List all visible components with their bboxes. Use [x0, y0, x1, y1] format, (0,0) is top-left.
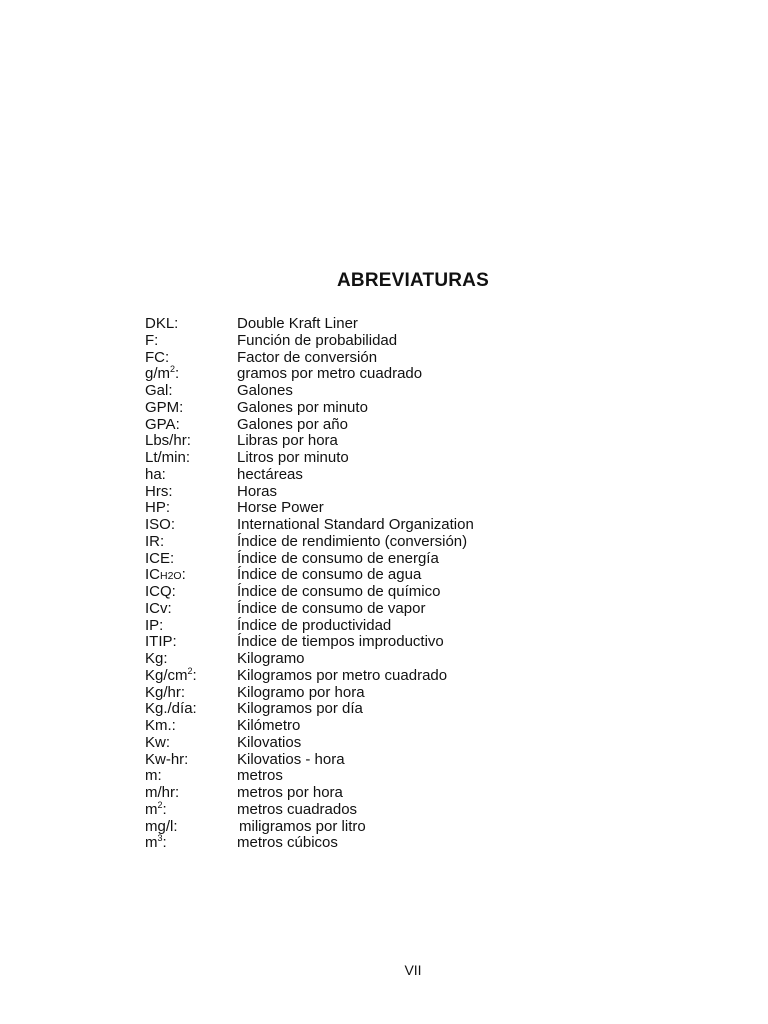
abbreviation-term: ICv: — [145, 599, 172, 617]
abbreviation-term: ITIP: — [145, 633, 177, 651]
abbreviation-row — [145, 383, 565, 400]
abbreviation-definition: Índice de consumo de agua — [237, 566, 422, 584]
abbreviation-definition: Kilogramos por metro cuadrado — [237, 666, 448, 684]
abbreviation-row — [145, 634, 565, 651]
abbreviation-term: GPA: — [145, 415, 180, 433]
abbreviation-definition: International Standard Organization — [237, 516, 474, 533]
abbreviation-term: Kw: — [145, 733, 171, 751]
abbreviation-row — [145, 601, 565, 618]
abbreviation-term-colon: : — [162, 834, 167, 852]
abbreviation-row — [145, 484, 565, 501]
abbreviation-definition: metros cúbicos — [237, 834, 338, 852]
abbreviation-row — [145, 651, 565, 668]
page-title: ABREVIATURAS — [337, 270, 489, 291]
abbreviation-term-colon: : — [162, 800, 167, 818]
abbreviation-term-base: g/m — [145, 365, 171, 383]
abbreviation-term: mg/l: — [145, 817, 178, 835]
abbreviation-definition: Índice de rendimiento (conversión) — [237, 532, 468, 550]
abbreviation-term: Lt/min: — [145, 449, 191, 466]
abbreviation-term — [145, 799, 167, 819]
abbreviation-row — [145, 366, 565, 383]
page-number: VII — [404, 962, 422, 978]
abbreviation-term-colon: : — [181, 566, 186, 584]
abbreviation-term: Kg: — [145, 650, 168, 667]
abbreviation-definition: Double Kraft Liner — [237, 315, 358, 332]
abbreviation-term: DKL: — [145, 315, 179, 332]
abbreviation-row — [145, 752, 565, 769]
abbreviation-definition: Índice de consumo de energía — [237, 549, 439, 567]
abbreviation-term: Km.: — [145, 717, 176, 734]
abbreviation-definition: Kilómetro — [237, 717, 301, 734]
abbreviation-term: m: — [145, 767, 162, 785]
abbreviation-row — [145, 500, 565, 517]
abbreviation-term: Lbs/hr: — [145, 432, 191, 450]
abbreviation-list — [145, 316, 565, 852]
abbreviation-term-base: m — [145, 800, 158, 818]
abbreviation-term — [145, 366, 179, 383]
abbreviation-term-colon: : — [192, 666, 197, 684]
abbreviation-term — [145, 835, 167, 852]
abbreviation-definition: Índice de tiempos improductivo — [237, 633, 444, 651]
abbreviation-term: Kw-hr: — [145, 750, 189, 768]
abbreviation-term: FC: — [145, 348, 170, 366]
abbreviation-definition: Factor de conversión — [237, 348, 378, 366]
abbreviation-row — [145, 316, 565, 333]
abbreviation-row — [145, 665, 565, 685]
abbreviation-term: ICE: — [145, 549, 175, 567]
abbreviation-row — [145, 551, 565, 568]
abbreviation-term-colon: : — [175, 365, 180, 383]
abbreviation-row — [145, 400, 565, 417]
abbreviation-definition: Horse Power — [237, 499, 324, 517]
abbreviation-term: IP: — [145, 616, 164, 634]
abbreviation-row — [145, 799, 565, 819]
abbreviation-row — [145, 701, 565, 718]
abbreviation-term: Gal: — [145, 382, 173, 399]
abbreviation-superscript: 2 — [157, 799, 163, 810]
abbreviation-definition: Kilogramo — [237, 650, 305, 667]
abbreviation-term: GPM: — [145, 398, 184, 416]
abbreviation-term: ICQ: — [145, 583, 176, 600]
abbreviation-term: IR: — [145, 532, 165, 550]
abbreviation-row — [145, 584, 565, 601]
abbreviation-row — [145, 718, 565, 735]
abbreviation-row — [145, 618, 565, 635]
abbreviation-definition: hectáreas — [237, 465, 303, 483]
abbreviation-term — [145, 665, 197, 685]
abbreviation-term: Hrs: — [145, 482, 173, 500]
abbreviation-row — [145, 685, 565, 702]
abbreviation-definition: metros cuadrados — [237, 800, 358, 818]
abbreviation-row — [145, 450, 565, 467]
abbreviation-definition: Índice de productividad — [237, 616, 392, 634]
abbreviation-definition: metros por hora — [237, 784, 343, 801]
abbreviation-term: ISO: — [145, 516, 176, 533]
abbreviation-definition: Kilovatios - hora — [237, 750, 345, 768]
abbreviation-term: F: — [145, 331, 159, 349]
abbreviation-definition: Galones por año — [237, 415, 348, 433]
abbreviation-definition: Índice de consumo de químico — [237, 583, 441, 600]
abbreviation-superscript: 2 — [187, 665, 193, 676]
abbreviation-term-base: m — [145, 834, 158, 852]
abbreviation-superscript: 2 — [170, 364, 176, 375]
abbreviation-row — [145, 785, 565, 802]
abbreviation-definition: Litros por minuto — [237, 449, 349, 466]
abbreviation-definition: Horas — [237, 482, 278, 500]
abbreviation-row — [145, 567, 565, 584]
abbreviation-definition: gramos por metro cuadrado — [237, 365, 423, 383]
abbreviation-row — [145, 350, 565, 367]
abbreviation-definition: Galones — [237, 382, 293, 399]
abbreviation-term-base: Kg/cm — [145, 666, 188, 684]
abbreviation-term: ha: — [145, 465, 166, 483]
abbreviation-row — [145, 433, 565, 450]
abbreviation-row — [145, 517, 565, 534]
abbreviation-term: Kg./día: — [145, 700, 197, 718]
abbreviation-row — [145, 333, 565, 350]
abbreviation-row — [145, 768, 565, 785]
abbreviation-definition: Índice de consumo de vapor — [237, 599, 426, 617]
abbreviation-definition: Función de probabilidad — [237, 331, 398, 349]
abbreviation-term: m/hr: — [145, 784, 180, 801]
abbreviation-row — [145, 835, 565, 852]
abbreviation-definition: Galones por minuto — [237, 398, 368, 416]
abbreviation-row — [145, 467, 565, 484]
abbreviation-row — [145, 819, 565, 836]
abbreviation-term: HP: — [145, 499, 171, 517]
abbreviation-definition: Kilogramos por día — [237, 700, 363, 718]
abbreviation-term: Kg/hr: — [145, 683, 186, 701]
abbreviation-definition: miligramos por litro — [239, 817, 366, 835]
abbreviation-row — [145, 735, 565, 752]
abbreviation-definition: metros — [237, 767, 283, 785]
abbreviation-term-base: IC — [145, 566, 160, 584]
abbreviation-row — [145, 417, 565, 434]
abbreviation-row — [145, 534, 565, 551]
abbreviation-small-text: H2O — [160, 570, 182, 583]
abbreviation-definition: Libras por hora — [237, 432, 338, 450]
abbreviation-definition: Kilogramo por hora — [237, 683, 365, 701]
abbreviation-definition: Kilovatios — [237, 733, 302, 751]
abbreviation-superscript: 3 — [157, 833, 163, 844]
